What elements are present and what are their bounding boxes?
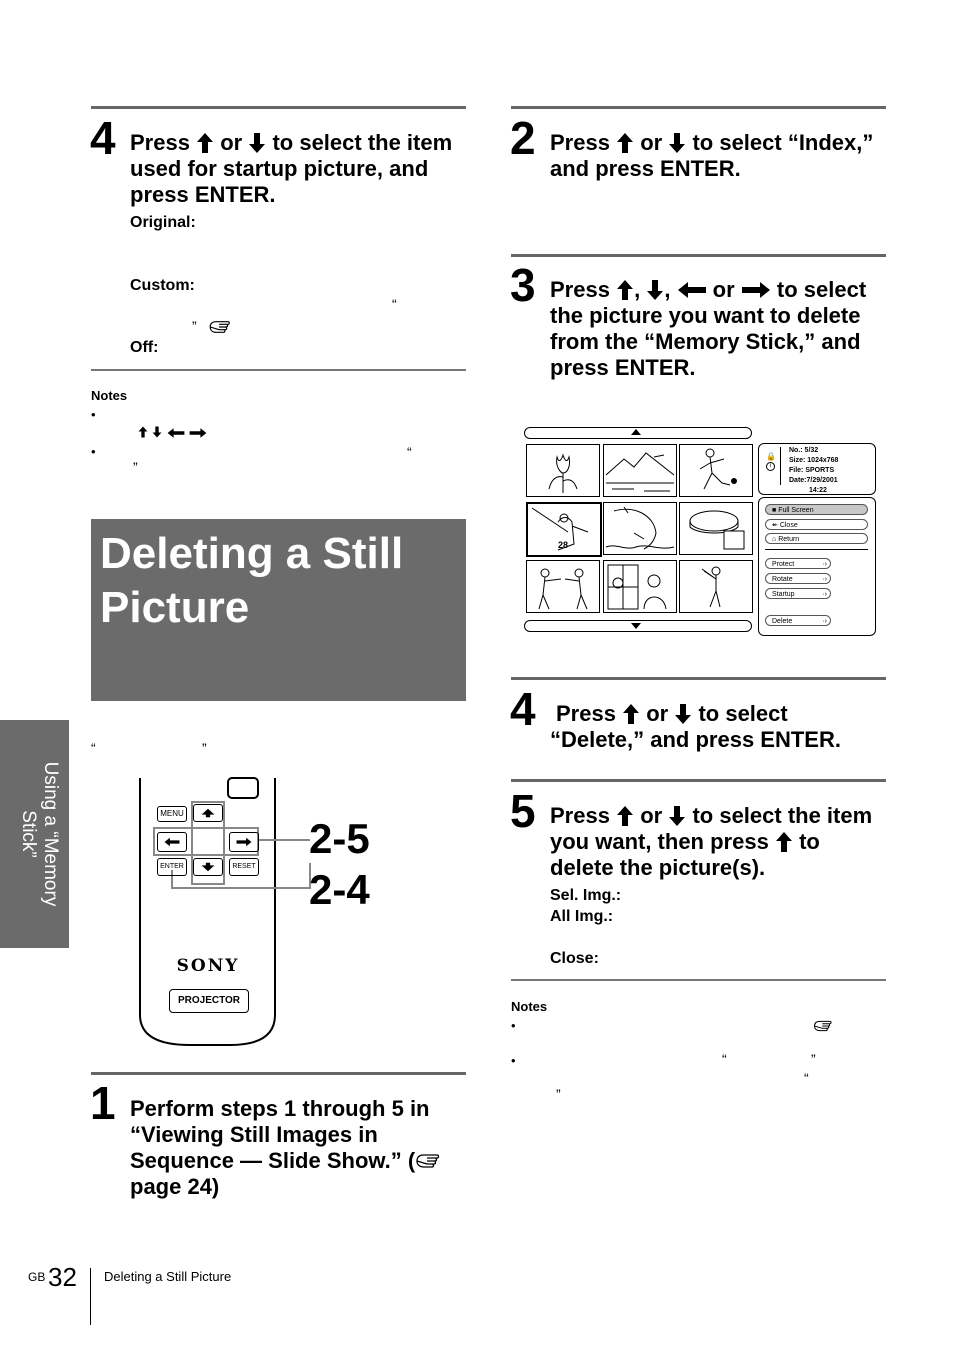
step3-rule <box>511 254 886 257</box>
term-original: Original: <box>130 214 196 231</box>
scroll-down-icon <box>631 623 641 629</box>
dolphin-icon <box>604 503 676 554</box>
notes-label: Notes <box>511 999 548 1014</box>
menu-label: Rotate <box>772 576 793 583</box>
thumbnail <box>526 560 600 613</box>
footer-section: Deleting a Still Picture <box>104 1269 232 1284</box>
people-window-icon <box>604 561 676 612</box>
term-sel-img: Sel. Img.: <box>550 887 622 904</box>
step4-right-heading <box>556 701 886 727</box>
menu-item-full-screen[interactable]: ■ Full Screen <box>765 504 868 515</box>
up-arrow-icon <box>622 703 640 725</box>
section-title: Deleting a Still Picture <box>100 529 404 632</box>
step5-rule <box>511 779 886 782</box>
heading-text: press ENTER. <box>550 355 696 380</box>
close-quote: ” <box>192 318 197 334</box>
open-quote: “ <box>91 740 96 756</box>
info-no: No.: 5/32 <box>789 447 819 454</box>
step-number: 1 <box>90 1077 115 1129</box>
step3-heading: Press , , or to select the picture you want to delete from the “Memory Stick,” and press ENTER. <box>550 277 867 380</box>
up-arrow-icon <box>200 807 216 819</box>
menu-panel <box>758 497 876 636</box>
bullet: • <box>91 444 96 459</box>
remote-left-button <box>157 832 187 852</box>
heading-text: from the “Memory Stick,” and <box>550 329 861 354</box>
menu-label: Delete <box>772 618 793 625</box>
heading-text: page 24) <box>130 1174 220 1199</box>
info-icon: i <box>766 462 775 471</box>
thumbnail <box>603 444 677 497</box>
heading-text: you want, then press <box>550 829 769 854</box>
up-arrow-icon <box>775 831 793 853</box>
thumbnail <box>603 560 677 613</box>
projector-label: PROJECTOR <box>169 989 249 1013</box>
heading-text: to select <box>698 701 788 726</box>
step4-left-heading <box>130 130 470 208</box>
open-quote: “ <box>804 1070 809 1086</box>
reset-button: RESET <box>229 858 259 876</box>
golfer-icon <box>680 561 752 612</box>
side-tab <box>0 720 69 948</box>
bullet: • <box>91 407 96 422</box>
menu-item-rotate[interactable] <box>765 573 831 584</box>
remote-right-button <box>229 832 259 852</box>
up-arrow-icon <box>138 425 148 439</box>
submenu-arrow-icon: ·› <box>822 618 827 625</box>
page-number: 32 <box>48 1262 77 1292</box>
open-quote: “ <box>392 296 397 312</box>
callout-2-4: 2-4 <box>309 866 370 913</box>
info-size: Size: 1024x768 <box>789 457 839 464</box>
scroll-up-icon <box>631 429 641 435</box>
heading-text: used for startup picture, and <box>130 156 429 181</box>
open-quote: “ <box>722 1051 727 1067</box>
right-arrow-icon <box>741 281 771 299</box>
menu-label: Full Screen <box>778 507 814 514</box>
step-number: 5 <box>510 785 535 837</box>
side-tab-line: Stick” <box>18 810 39 858</box>
remote-down-button <box>193 858 223 876</box>
step4-left-rule <box>91 106 466 109</box>
heading-text: to select the item <box>692 803 873 828</box>
pointing-hand-icon <box>813 1019 833 1033</box>
close-quote: ” <box>556 1086 561 1102</box>
open-quote: “ <box>407 444 412 460</box>
heading-text: or <box>646 701 669 726</box>
side-tab-line: Using a “Memory <box>40 761 61 907</box>
heading-text: Press <box>130 130 190 155</box>
step2-rule <box>511 106 886 109</box>
heading-text: Sequence — Slide Show.” ( <box>130 1148 416 1173</box>
thumbnail-selected <box>526 502 602 557</box>
step4-right-rule <box>511 677 886 680</box>
heading-text: to <box>799 829 820 854</box>
menu-divider <box>765 549 868 550</box>
down-arrow-icon <box>668 805 686 827</box>
step-number: 4 <box>90 112 115 164</box>
thumbnail <box>526 444 600 497</box>
lock-icon: 🔒 <box>766 452 776 461</box>
menu-item-close[interactable]: ↞ Close <box>765 519 868 530</box>
heading-text: or <box>712 277 735 302</box>
right-arrow-icon <box>189 427 207 439</box>
flower-icon <box>527 445 599 496</box>
pizza-icon <box>680 503 752 554</box>
soccer-player-icon <box>680 445 752 496</box>
info-divider <box>780 447 781 485</box>
heading-text: “Viewing Still Images in <box>130 1122 378 1147</box>
info-time: 14:22 <box>809 487 827 494</box>
left-arrow-icon <box>167 427 185 439</box>
baseball-player-icon <box>528 504 598 553</box>
down-arrow-icon <box>248 132 266 154</box>
remote-illustration <box>130 770 390 1060</box>
step-number: 2 <box>510 112 535 164</box>
left-arrow-icon <box>164 836 180 848</box>
step4-right-heading-line2: “Delete,” and press ENTER. <box>550 727 841 752</box>
submenu-arrow-icon: ·› <box>822 561 827 568</box>
info-file: File: SPORTS <box>789 467 835 474</box>
enter-button: ENTER <box>157 858 187 876</box>
submenu-arrow-icon: ·› <box>822 576 827 583</box>
mountain-icon <box>604 445 676 496</box>
divider <box>91 369 466 371</box>
down-arrow-icon <box>668 132 686 154</box>
heading-text: or <box>640 130 663 155</box>
term-custom: Custom: <box>130 277 195 294</box>
close-quote: ” <box>811 1051 816 1067</box>
menu-label: Startup <box>772 591 795 598</box>
scroll-up-bar <box>524 427 752 439</box>
step1-rule <box>91 1072 466 1075</box>
thumbnail <box>679 560 753 613</box>
up-arrow-icon <box>616 805 634 827</box>
info-panel <box>758 443 876 495</box>
heading-text: Press <box>550 277 610 302</box>
left-arrow-icon <box>677 281 707 299</box>
heading-text: to select “Index,” <box>692 130 874 155</box>
scroll-down-bar <box>524 620 752 632</box>
info-date: Date:7/29/2001 <box>789 477 838 484</box>
menu-item-return[interactable]: ⌂ Return <box>765 533 868 544</box>
menu-item-protect[interactable] <box>765 558 831 569</box>
divider <box>511 979 886 981</box>
term-close: Close: <box>550 950 599 967</box>
svg-text:28: 28 <box>558 540 569 550</box>
heading-text: press ENTER. <box>130 182 276 207</box>
bullet: • <box>511 1053 516 1068</box>
thumbnail <box>679 444 753 497</box>
up-arrow-icon <box>196 132 214 154</box>
up-arrow-icon <box>616 279 634 301</box>
down-arrow-icon <box>152 425 162 439</box>
footer-gb: GB <box>28 1270 46 1284</box>
menu-label: Protect <box>772 561 795 568</box>
step5-heading <box>550 803 890 881</box>
right-arrow-icon <box>236 836 252 848</box>
down-arrow-icon <box>200 861 216 873</box>
step2-heading <box>550 130 890 182</box>
bullet: • <box>511 1018 516 1033</box>
step-number: 3 <box>510 259 535 311</box>
heading-text: Perform steps 1 through 5 in <box>130 1096 430 1121</box>
menu-label: Return <box>778 536 800 543</box>
footer-divider <box>90 1268 91 1325</box>
section-title-box <box>91 519 466 701</box>
heading-text: delete the picture(s). <box>550 855 766 880</box>
heading-text: or <box>220 130 243 155</box>
up-arrow-icon <box>616 132 634 154</box>
term-all-img: All Img.: <box>550 908 614 925</box>
heading-text: Press <box>556 701 616 726</box>
pointing-hand-icon <box>208 319 232 335</box>
heading-text: to select the item <box>272 130 453 155</box>
heading-text: Press <box>550 130 610 155</box>
arrow-row <box>138 425 207 441</box>
thumbnail <box>679 502 753 555</box>
heading-text: to select <box>776 277 867 302</box>
side-tab-text <box>0 720 69 948</box>
remote-up-button <box>193 804 223 822</box>
menu-item-startup[interactable] <box>765 588 831 599</box>
boxers-icon <box>527 561 599 612</box>
heading-text: Press <box>550 803 610 828</box>
submenu-arrow-icon: ·› <box>822 591 827 598</box>
heading-text: and press ENTER. <box>550 156 741 181</box>
sony-logo: SONY <box>176 956 240 976</box>
close-quote: ” <box>202 740 207 756</box>
step1-heading <box>130 1096 470 1200</box>
step-number: 4 <box>510 683 535 735</box>
close-quote: ” <box>133 459 138 475</box>
term-off: Off: <box>130 339 159 356</box>
menu-item-delete[interactable] <box>765 615 831 626</box>
pointing-hand-icon <box>415 1152 441 1170</box>
down-arrow-icon <box>646 279 664 301</box>
menu-button: MENU <box>157 806 187 822</box>
callout-2-5: 2-5 <box>309 815 370 862</box>
heading-text: the picture you want to delete <box>550 303 861 328</box>
thumbnail <box>603 502 677 555</box>
menu-label: Close <box>779 522 798 529</box>
index-screen <box>522 425 876 635</box>
info-text <box>789 446 838 496</box>
heading-text: or <box>640 803 663 828</box>
down-arrow-icon <box>674 703 692 725</box>
notes-label: Notes <box>91 388 128 403</box>
